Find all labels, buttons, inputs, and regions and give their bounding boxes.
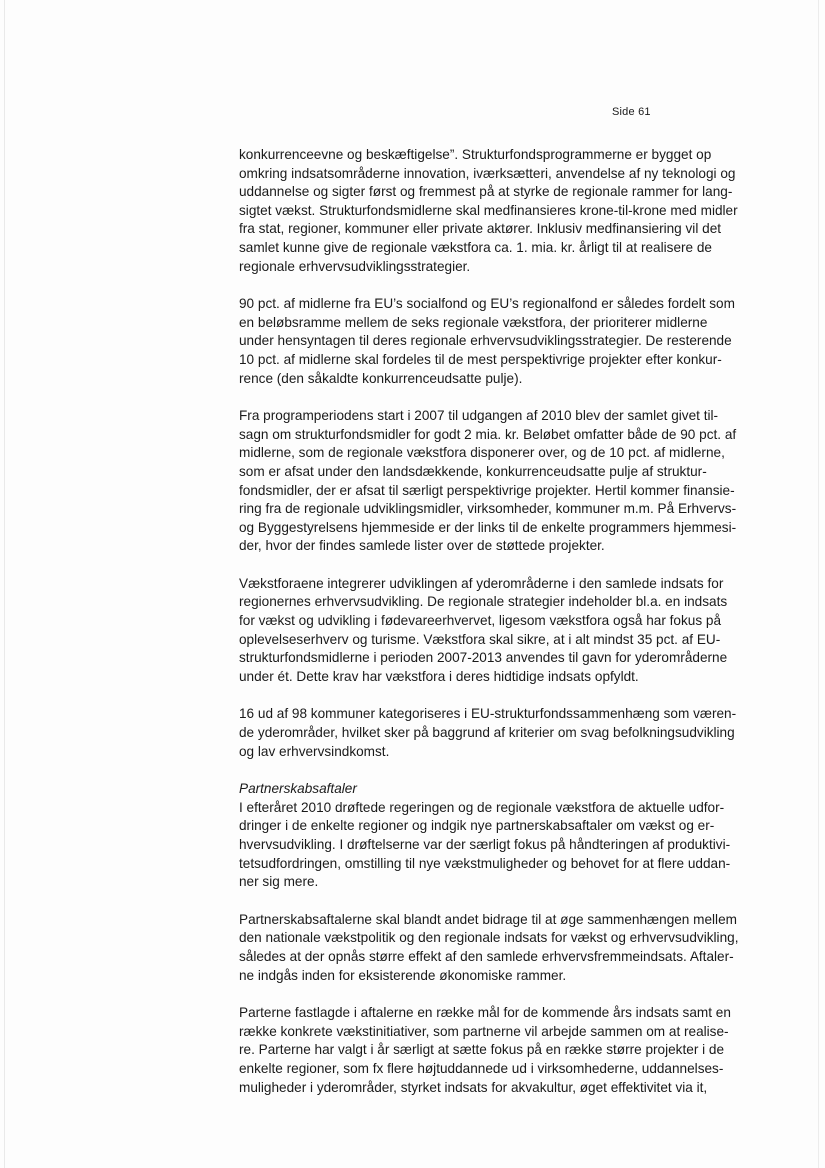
- text-line: fra stat, regioner, kommuner eller private aktører. Inklusiv medfinansiering vil det: [239, 221, 722, 237]
- text-line: tetsudfordringen, omstilling til nye vækstmuligheder og behovet for at flere uddan-: [239, 855, 731, 871]
- text-line: oplevelseserhverv og turisme. Vækstfora skal sikre, at i alt mindst 35 pct. af EU-: [239, 631, 721, 647]
- text-line: rence (den såkaldte konkurrenceudsatte pulje).: [239, 370, 523, 386]
- text-line: Vækstforaene integrerer udviklingen af yderområderne i den samlede indsats for: [239, 575, 724, 591]
- text-line: ring fra de regionale udviklingsmidler, virksomheder, kommuner m.m. På Erhvervs-: [239, 501, 737, 517]
- text-line: konkurrenceevne og beskæftigelse”. Strukturfondsprogrammerne er bygget op: [239, 147, 712, 162]
- text-line: uddannelse og sigter først og fremmest på at styrke de regionale rammer for lang-: [239, 184, 733, 200]
- text-line: hvervsudvikling. I drøftelserne var der særligt fokus på håndteringen af produktivi-: [239, 837, 731, 852]
- text-line: sagn om strukturfondsmidler for godt 2 mia. kr. Beløbet omfatter både de 90 pct. af: [239, 426, 737, 442]
- text-line: strukturfondsmidlerne i perioden 2007-2013 anvendes til gavn for yderområderne: [239, 650, 728, 666]
- text-line: under hensyntagen til deres regionale erhvervsudviklingsstrategier. De resterende: [239, 333, 732, 349]
- text-line: Fra programperiodens start i 2007 til udgangen af 2010 blev der samlet givet til-: [239, 408, 719, 424]
- text-line: regionale erhvervsudviklingsstrategier.: [239, 258, 471, 274]
- paragraph: [239, 799, 751, 892]
- text-line: en beløbsramme mellem de seks regionale vækstfora, der prioriterer midlerne: [239, 314, 708, 330]
- paragraph: [239, 1004, 751, 1097]
- text-line: der, hvor der findes samlede lister over de støttede projekter.: [239, 538, 605, 554]
- section-heading: Partnerskabsaftaler: [239, 781, 357, 797]
- text-line: muligheder i yderområder, styrket indsats for akvakultur, øget effektivitet via it,: [239, 1079, 708, 1095]
- text-line: I efteråret 2010 drøftede regeringen og de regionale vækstfora de aktuelle udfor-: [239, 799, 725, 815]
- paragraph: [239, 705, 751, 761]
- text-line: således at der opnås større effekt af den samlede erhvervsfremmeindsats. Aftaler-: [239, 948, 734, 964]
- text-line: re. Parterne har valgt i år særligt at sætte fokus på en række større projekter i de: [239, 1042, 725, 1058]
- text-line: og Byggestyrelsens hjemmeside er der links til de enkelte programmers hjemmesi-: [239, 519, 737, 535]
- paragraph: [239, 911, 751, 985]
- text-line: dringer i de enkelte regioner og indgik nye partnerskabsaftaler om vækst og er-: [239, 818, 715, 834]
- text-line: den nationale vækstpolitik og den regionale indsats for vækst og erhvervsudvikling,: [239, 930, 739, 946]
- page-number: Side 61: [612, 106, 651, 118]
- text-line: midlerne, som de regionale vækstfora disponerer over, og de 10 pct. af midlerne,: [239, 445, 725, 461]
- scan-left-edge: [4, 0, 5, 1168]
- text-line: samlet kunne give de regionale vækstfora ca. 1. mia. kr. årligt til at realisere de: [239, 239, 712, 255]
- text-line: 10 pct. af midlerne skal fordeles til de mest perspektivrige projekter efter konkur-: [239, 351, 722, 367]
- section-paragraphs: [239, 799, 751, 1097]
- text-line: de yderområder, hvilket sker på baggrund af kriterier om svag befolkningsudvikling: [239, 725, 735, 741]
- text-line: for vækst og udvikling i fødevareerhvervet, ligesom vækstfora også har fokus på: [239, 613, 722, 629]
- text-line: og lav erhvervsindkomst.: [239, 743, 390, 759]
- text-line: omkring indsatsområderne innovation, iværksætteri, anvendelse af ny teknologi og: [239, 165, 736, 181]
- text-line: enkelte regioner, som fx flere højtuddannede ud i virksomhederne, uddannelses-: [239, 1060, 724, 1076]
- text-line: ner sig mere.: [239, 874, 319, 890]
- text-line: sigtet vækst. Strukturfondsmidlerne skal medfinansieres krone-til-krone med midler: [239, 202, 738, 218]
- paragraph: [239, 575, 751, 687]
- text-line: som er afsat under den landsdækkende, konkurrenceudsatte pulje af struktur-: [239, 463, 707, 479]
- body-text: [239, 146, 751, 1116]
- paragraph: [239, 146, 751, 276]
- text-line: Parterne fastlagde i aftalerne en række mål for de kommende års indsats samt en: [239, 1005, 731, 1021]
- text-line: ne indgås inden for eksisterende økonomiske rammer.: [239, 967, 567, 983]
- paragraph: [239, 407, 751, 556]
- text-line: række konkrete vækstinitiativer, som partnerne vil arbejde sammen om at realise-: [239, 1023, 729, 1039]
- text-line: under ét. Dette krav har vækstfora i deres hidtidige indsats opfyldt.: [239, 668, 639, 684]
- scan-right-edge: [818, 0, 819, 1168]
- text-line: fondsmidler, der er afsat til særligt perspektivrige projekter. Hertil kommer finansie-: [239, 482, 735, 498]
- text-line: Partnerskabsaftalerne skal blandt andet bidrage til at øge sammenhængen mellem: [239, 911, 737, 927]
- text-line: regionernes erhvervsudvikling. De regionale strategier indeholder bl.a. en indsats: [239, 594, 728, 610]
- text-line: 90 pct. af midlerne fra EU’s socialfond og EU’s regionalfond er således fordelt som: [239, 296, 735, 312]
- paragraph: [239, 295, 751, 388]
- intro-paragraphs: [239, 146, 751, 761]
- text-line: 16 ud af 98 kommuner kategoriseres i EU-strukturfondssammenhæng som væren-: [239, 706, 737, 722]
